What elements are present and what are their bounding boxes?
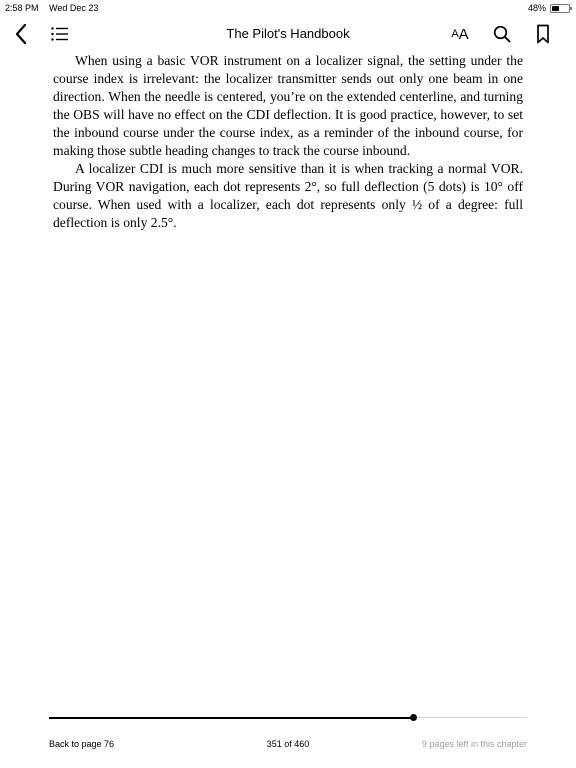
bookmark-icon — [536, 24, 550, 44]
progress-fill — [49, 717, 414, 719]
book-title: The Pilot's Handbook — [226, 26, 350, 41]
bookmark-button[interactable] — [530, 21, 556, 47]
status-time: 2:58 PM — [5, 3, 39, 13]
search-icon — [493, 25, 511, 43]
battery-icon — [550, 4, 570, 13]
back-button[interactable] — [8, 20, 34, 48]
status-bar — [0, 0, 576, 16]
status-date: Wed Dec 23 — [49, 3, 99, 13]
search-button[interactable] — [489, 21, 515, 47]
reader-toolbar — [0, 16, 576, 52]
battery-level — [552, 6, 559, 11]
page-scrubber[interactable] — [49, 717, 527, 718]
paragraph: A localizer CDI is much more sensitive than it is when tracking a normal VOR. During VOR navigation, each dot represents 2°, so full deflection (5 dots) is 10° off course. When used with a localizer, each dot represents only ½ of a degree: full deflection is only 2.5°. — [53, 161, 523, 230]
list-icon — [51, 27, 69, 41]
chevron-left-icon — [14, 23, 28, 45]
font-small-a: A — [451, 28, 459, 40]
paragraph: When using a basic VOR instrument on a localizer signal, the setting under the course index is irrelevant: the localizer transmitter sends out only one beam in one direction. When the needle is centered, you’re on the extended centerline, and turning the OBS will have no effect on the CDI deflection. It is good practice, however, to set the inbound course under the course index, as a reminder of the inbound course, for making those subtle heading changes to track the course inbound. — [53, 53, 523, 158]
pages-left-label: 9 pages left in this chapter — [421, 739, 527, 749]
battery-percent: 48% — [527, 3, 546, 13]
font-size-button[interactable] — [446, 21, 474, 47]
back-to-page-link[interactable]: Back to page 76 — [49, 739, 115, 749]
page-counter: 351 of 460 — [266, 739, 310, 749]
table-of-contents-button[interactable] — [47, 21, 73, 47]
book-text — [53, 52, 523, 232]
scrubber-knob[interactable] — [410, 714, 417, 721]
status-right — [528, 3, 570, 13]
font-large-a: A — [458, 25, 469, 43]
